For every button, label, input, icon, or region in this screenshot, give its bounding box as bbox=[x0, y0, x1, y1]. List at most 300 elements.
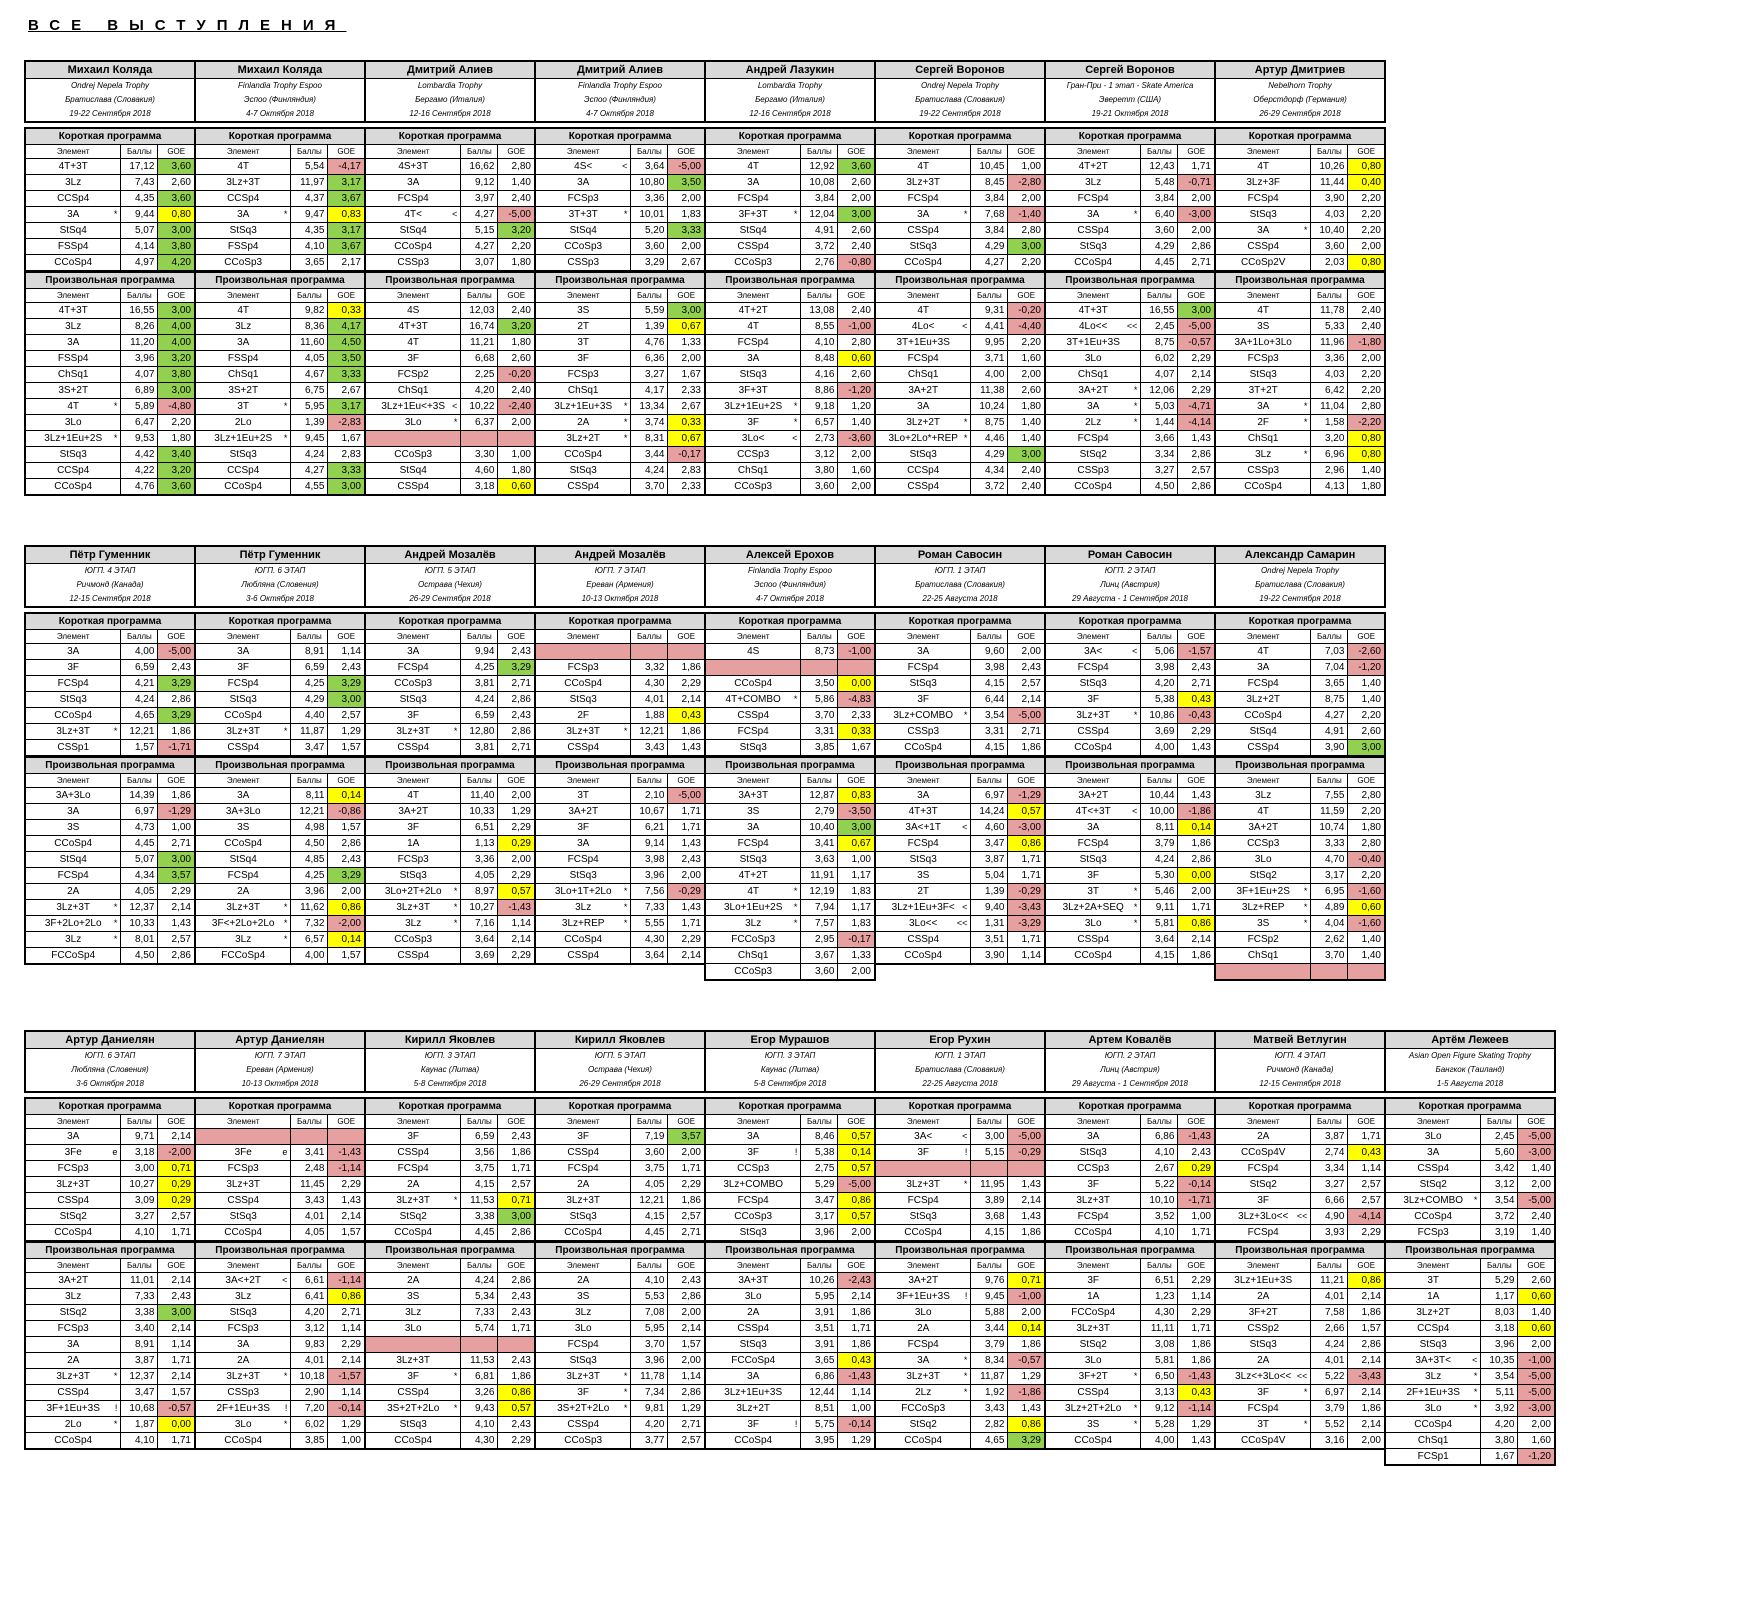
element-goe: 2,29 bbox=[668, 932, 705, 948]
element-score: 4,10 bbox=[461, 1417, 498, 1433]
element-score: 12,21 bbox=[291, 804, 328, 820]
element-score: 1,39 bbox=[631, 319, 668, 335]
element-goe: 1,80 bbox=[1348, 820, 1385, 836]
element-score: 5,22 bbox=[1311, 1369, 1348, 1385]
column-header-element: Элемент bbox=[1215, 145, 1311, 159]
element-score bbox=[971, 1161, 1008, 1177]
element-code: 3Lz+3T * bbox=[195, 724, 291, 740]
table-row bbox=[535, 175, 705, 191]
element-score: 10,35 bbox=[1481, 1353, 1518, 1369]
element-score: 4,04 bbox=[1311, 916, 1348, 932]
element-score: 2,25 bbox=[461, 367, 498, 383]
element-goe: 1,71 bbox=[1178, 1321, 1215, 1337]
element-score: 10,45 bbox=[971, 159, 1008, 175]
element-code: FCCoSp4 bbox=[705, 1353, 801, 1369]
element-goe: 1,67 bbox=[328, 431, 365, 447]
skater-name: Пётр Гуменник bbox=[195, 546, 365, 564]
element-score: 10,44 bbox=[1141, 788, 1178, 804]
element-goe: 1,14 bbox=[1178, 1289, 1215, 1305]
element-score: 4,89 bbox=[1311, 900, 1348, 916]
element-mark: * bbox=[963, 1355, 968, 1365]
element-code: StSq2 bbox=[25, 1209, 121, 1225]
element-code: 3S+2T+2Lo * bbox=[365, 1401, 461, 1417]
element-code: 3Lo bbox=[535, 1321, 631, 1337]
element-goe: 1,29 bbox=[668, 1401, 705, 1417]
element-code: 3A bbox=[875, 788, 971, 804]
table-row bbox=[535, 207, 705, 223]
table-row bbox=[25, 916, 195, 932]
element-goe: 2,00 bbox=[668, 868, 705, 884]
element-code: StSq3 bbox=[875, 447, 971, 463]
table-row bbox=[365, 724, 535, 740]
element-code: 3A bbox=[195, 788, 291, 804]
short-program-table bbox=[194, 612, 366, 757]
element-code: CCoSp4 bbox=[195, 1433, 291, 1450]
table-row bbox=[535, 447, 705, 463]
short-program-title: Короткая программа bbox=[1045, 613, 1215, 630]
element-goe bbox=[668, 644, 705, 660]
element-goe: -3,60 bbox=[838, 431, 875, 447]
element-code: StSq3 bbox=[195, 692, 291, 708]
element-mark: * bbox=[453, 918, 458, 928]
element-goe: 0,33 bbox=[838, 724, 875, 740]
table-row bbox=[705, 1273, 875, 1289]
element-goe: 3,00 bbox=[158, 383, 195, 399]
element-goe bbox=[328, 1129, 365, 1145]
element-score: 3,85 bbox=[801, 740, 838, 757]
element-goe: 3,00 bbox=[1178, 303, 1215, 319]
table-row bbox=[1045, 479, 1215, 496]
element-score: 6,44 bbox=[971, 692, 1008, 708]
event-dates: 3-6 Октября 2018 bbox=[195, 592, 365, 607]
free-program-title: Произвольная программа bbox=[1215, 757, 1385, 774]
element-score: 6,61 bbox=[291, 1273, 328, 1289]
table-row bbox=[1215, 1161, 1385, 1177]
element-goe: 3,00 bbox=[328, 692, 365, 708]
skater-name: Алексей Ерохов bbox=[705, 546, 875, 564]
table-row bbox=[1385, 1161, 1555, 1177]
element-score: 7,68 bbox=[971, 207, 1008, 223]
element-goe: 2,67 bbox=[668, 399, 705, 415]
element-goe: -0,71 bbox=[1178, 175, 1215, 191]
table-row bbox=[1215, 1417, 1385, 1433]
skater-name: Александр Самарин bbox=[1215, 546, 1385, 564]
table-row bbox=[1045, 788, 1215, 804]
element-code: 2F+1Eu+3S * bbox=[1385, 1385, 1481, 1401]
element-mark: * bbox=[453, 417, 458, 427]
element-mark: < bbox=[1132, 806, 1138, 816]
element-goe: 1,40 bbox=[1348, 932, 1385, 948]
element-code: FCSp4 bbox=[195, 868, 291, 884]
element-score: 13,34 bbox=[631, 399, 668, 415]
element-code: CCSp4 bbox=[195, 191, 291, 207]
element-goe: 1,17 bbox=[838, 900, 875, 916]
element-code: StSq3 bbox=[705, 740, 801, 757]
element-score: 11,44 bbox=[1311, 175, 1348, 191]
element-goe: 0,00 bbox=[1178, 868, 1215, 884]
element-code: StSq3 bbox=[875, 239, 971, 255]
element-goe: -4,17 bbox=[328, 159, 365, 175]
element-code: 4T bbox=[1215, 159, 1311, 175]
element-mark: * bbox=[1133, 401, 1138, 411]
column-header-score: Баллы bbox=[971, 1259, 1008, 1273]
element-code: 3S * bbox=[1215, 916, 1311, 932]
element-goe: 2,60 bbox=[1518, 1273, 1555, 1289]
column-header-element: Элемент bbox=[535, 774, 631, 788]
column-header-element: Элемент bbox=[25, 145, 121, 159]
table-row bbox=[535, 1305, 705, 1321]
element-score: 6,96 bbox=[1311, 447, 1348, 463]
table-row bbox=[1215, 383, 1385, 399]
table-row bbox=[535, 868, 705, 884]
element-score: 5,34 bbox=[461, 1289, 498, 1305]
table-row bbox=[25, 367, 195, 383]
element-code: CSSp4 bbox=[535, 1417, 631, 1433]
element-code: ChSq1 bbox=[365, 383, 461, 399]
table-row bbox=[1215, 932, 1385, 948]
element-code: FCSp4 bbox=[875, 836, 971, 852]
table-row bbox=[875, 724, 1045, 740]
element-goe: -2,60 bbox=[1348, 644, 1385, 660]
element-goe: 3,00 bbox=[328, 479, 365, 496]
short-program-table bbox=[1214, 127, 1386, 272]
element-goe: 2,86 bbox=[1348, 1337, 1385, 1353]
element-score: 3,93 bbox=[1311, 1225, 1348, 1242]
element-code: 3F ! bbox=[705, 1417, 801, 1433]
table-row bbox=[195, 676, 365, 692]
element-goe: 2,80 bbox=[1348, 399, 1385, 415]
table-row bbox=[365, 1177, 535, 1193]
element-goe: 2,43 bbox=[1008, 660, 1045, 676]
element-code: FCSp4 bbox=[875, 660, 971, 676]
element-goe: 1,33 bbox=[668, 335, 705, 351]
table-row bbox=[1215, 740, 1385, 757]
column-header-element: Элемент bbox=[1045, 145, 1141, 159]
element-code: 3F bbox=[535, 820, 631, 836]
column-header-score: Баллы bbox=[291, 145, 328, 159]
element-goe: 0,43 bbox=[1348, 1145, 1385, 1161]
table-row bbox=[535, 1401, 705, 1417]
table-row bbox=[1045, 463, 1215, 479]
element-score: 3,89 bbox=[971, 1193, 1008, 1209]
element-code: FCSp3 bbox=[535, 660, 631, 676]
element-score: 6,57 bbox=[801, 415, 838, 431]
table-row bbox=[705, 1321, 875, 1337]
element-score: 3,30 bbox=[461, 447, 498, 463]
element-goe: -4,14 bbox=[1348, 1209, 1385, 1225]
element-mark: * bbox=[113, 934, 118, 944]
short-program-table bbox=[24, 127, 196, 272]
table-row bbox=[365, 868, 535, 884]
table-row bbox=[705, 900, 875, 916]
element-score: 5,75 bbox=[801, 1417, 838, 1433]
element-score: 4,42 bbox=[121, 447, 158, 463]
column-header-goe: GOE bbox=[1008, 630, 1045, 644]
table-row bbox=[705, 319, 875, 335]
element-code: StSq4 bbox=[1215, 724, 1311, 740]
element-goe: 1,86 bbox=[498, 1369, 535, 1385]
element-code: 3A+2T bbox=[535, 804, 631, 820]
element-score: 3,69 bbox=[461, 948, 498, 965]
element-goe: 1,40 bbox=[838, 415, 875, 431]
table-row bbox=[1215, 1209, 1385, 1225]
element-score: 2,75 bbox=[801, 1161, 838, 1177]
element-goe: 3,17 bbox=[328, 175, 365, 191]
element-mark: * bbox=[283, 918, 288, 928]
element-goe: 1,83 bbox=[838, 916, 875, 932]
element-goe: 2,20 bbox=[1348, 367, 1385, 383]
element-mark: * bbox=[623, 1387, 628, 1397]
element-score: 11,96 bbox=[1311, 335, 1348, 351]
free-program-table bbox=[194, 271, 366, 496]
short-program-table bbox=[874, 1097, 1046, 1242]
column-header-element: Элемент bbox=[1215, 1259, 1311, 1273]
column-header-goe: GOE bbox=[158, 1115, 195, 1129]
element-code: 4T+3T bbox=[875, 804, 971, 820]
element-score: 10,26 bbox=[801, 1273, 838, 1289]
element-goe bbox=[498, 431, 535, 447]
element-score: 13,08 bbox=[801, 303, 838, 319]
table-row bbox=[1045, 223, 1215, 239]
element-goe: 2,14 bbox=[328, 1209, 365, 1225]
element-code: StSq3 bbox=[535, 1209, 631, 1225]
element-score: 3,17 bbox=[801, 1209, 838, 1225]
element-mark: * bbox=[1303, 1419, 1308, 1429]
element-mark: * bbox=[113, 433, 118, 443]
element-code: FCSp3 bbox=[195, 1161, 291, 1177]
table-row bbox=[1385, 1337, 1555, 1353]
element-code: 4T * bbox=[705, 884, 801, 900]
skater-header bbox=[704, 545, 876, 608]
element-goe: 0,43 bbox=[838, 1353, 875, 1369]
column-header-score: Баллы bbox=[291, 289, 328, 303]
element-goe: 2,00 bbox=[328, 884, 365, 900]
table-row bbox=[1215, 1273, 1385, 1289]
element-code: 3A bbox=[25, 335, 121, 351]
short-program-table bbox=[364, 612, 536, 757]
element-score: 3,75 bbox=[631, 1161, 668, 1177]
short-program-table bbox=[1384, 1097, 1556, 1242]
element-mark: * bbox=[623, 417, 628, 427]
column-header-goe: GOE bbox=[838, 630, 875, 644]
element-goe: -5,00 bbox=[1518, 1369, 1555, 1385]
element-code: 3A bbox=[535, 836, 631, 852]
element-code: 3A bbox=[365, 644, 461, 660]
table-row bbox=[25, 223, 195, 239]
element-score: 10,27 bbox=[461, 900, 498, 916]
column-header-score: Баллы bbox=[461, 774, 498, 788]
table-row bbox=[25, 692, 195, 708]
table-row bbox=[535, 479, 705, 496]
column-header-goe: GOE bbox=[668, 1259, 705, 1273]
element-goe: 2,14 bbox=[158, 900, 195, 916]
table-row bbox=[25, 1385, 195, 1401]
free-program-title: Произвольная программа bbox=[1045, 757, 1215, 774]
element-score: 3,79 bbox=[1311, 1401, 1348, 1417]
table-row bbox=[705, 239, 875, 255]
table-row bbox=[705, 1433, 875, 1450]
element-score: 1,39 bbox=[971, 884, 1008, 900]
element-goe: 2,33 bbox=[668, 479, 705, 496]
element-score: 1,39 bbox=[291, 415, 328, 431]
element-score: 3,29 bbox=[631, 255, 668, 272]
element-goe: 0,43 bbox=[1178, 692, 1215, 708]
element-score: 12,87 bbox=[801, 788, 838, 804]
element-score: 4,20 bbox=[461, 383, 498, 399]
table-row bbox=[195, 335, 365, 351]
element-goe: 0,83 bbox=[328, 207, 365, 223]
element-code: 3A bbox=[25, 644, 121, 660]
element-goe: -0,14 bbox=[838, 1417, 875, 1433]
element-goe: 0,67 bbox=[668, 319, 705, 335]
element-goe: 2,80 bbox=[498, 159, 535, 175]
element-mark: * bbox=[453, 726, 458, 736]
element-goe: 2,43 bbox=[498, 1129, 535, 1145]
element-score: 7,33 bbox=[121, 1289, 158, 1305]
element-score: 4,13 bbox=[1311, 479, 1348, 496]
element-score bbox=[461, 1337, 498, 1353]
element-score: 3,43 bbox=[971, 1401, 1008, 1417]
element-score: 9,94 bbox=[461, 644, 498, 660]
element-code: FCSp4 bbox=[195, 676, 291, 692]
element-goe: 2,71 bbox=[498, 676, 535, 692]
element-goe: 2,60 bbox=[838, 223, 875, 239]
short-program-table bbox=[1044, 127, 1216, 272]
event-dates: 26-29 Сентября 2018 bbox=[365, 592, 535, 607]
table-row bbox=[535, 431, 705, 447]
element-goe: 0,60 bbox=[1518, 1321, 1555, 1337]
element-code: 4T bbox=[365, 335, 461, 351]
element-code: ChSq1 bbox=[25, 367, 121, 383]
element-score: 3,81 bbox=[461, 676, 498, 692]
column-header-element: Элемент bbox=[25, 1259, 121, 1273]
element-goe: 1,80 bbox=[1008, 399, 1045, 415]
element-score: 6,42 bbox=[1311, 383, 1348, 399]
table-row bbox=[1215, 367, 1385, 383]
element-score: 3,17 bbox=[1311, 868, 1348, 884]
element-code: CSSp4 bbox=[875, 932, 971, 948]
event-location: Братислава (Словакия) bbox=[1215, 578, 1385, 592]
element-score: 11,04 bbox=[1311, 399, 1348, 415]
table-row bbox=[875, 255, 1045, 272]
table-row bbox=[1045, 1209, 1215, 1225]
column-header-element: Элемент bbox=[1045, 1115, 1141, 1129]
element-code: FCSp4 bbox=[705, 191, 801, 207]
element-goe: 2,43 bbox=[498, 1353, 535, 1369]
short-program-table bbox=[874, 612, 1046, 757]
element-code: 3Lz * bbox=[1215, 447, 1311, 463]
skater-header bbox=[364, 545, 536, 608]
free-program-title: Произвольная программа bbox=[365, 757, 535, 774]
table-row bbox=[1385, 1145, 1555, 1161]
element-score: 3,16 bbox=[1311, 1433, 1348, 1450]
element-code: FSSp4 bbox=[195, 239, 291, 255]
table-row bbox=[1215, 159, 1385, 175]
short-program-title: Короткая программа bbox=[25, 613, 195, 630]
free-program-title: Произвольная программа bbox=[875, 757, 1045, 774]
column-header-element: Элемент bbox=[1385, 1115, 1481, 1129]
free-program-title: Произвольная программа bbox=[25, 1242, 195, 1259]
free-program-title: Произвольная программа bbox=[535, 1242, 705, 1259]
element-score: 9,53 bbox=[121, 431, 158, 447]
element-goe: 2,43 bbox=[1178, 660, 1215, 676]
table-row bbox=[365, 804, 535, 820]
element-score: 3,07 bbox=[461, 255, 498, 272]
table-row bbox=[1215, 447, 1385, 463]
table-row bbox=[25, 1177, 195, 1193]
skater-header bbox=[1214, 60, 1386, 123]
column-header-goe: GOE bbox=[158, 1259, 195, 1273]
free-program-title: Произвольная программа bbox=[25, 272, 195, 289]
element-mark: * bbox=[1303, 225, 1308, 235]
free-program-table bbox=[1214, 756, 1386, 981]
element-goe: 3,60 bbox=[838, 159, 875, 175]
element-goe: 1,86 bbox=[838, 1305, 875, 1321]
table-row bbox=[705, 1401, 875, 1417]
table-row bbox=[1045, 1369, 1215, 1385]
element-code: CCSp4 bbox=[195, 463, 291, 479]
element-mark: * bbox=[283, 1371, 288, 1381]
element-code: CCoSp4 bbox=[1045, 1433, 1141, 1450]
element-code: 3S+2T+2Lo * bbox=[535, 1401, 631, 1417]
element-code: FCSp4 bbox=[25, 676, 121, 692]
element-goe: 1,40 bbox=[1518, 1225, 1555, 1242]
element-score: 3,50 bbox=[801, 676, 838, 692]
element-code: 3A bbox=[25, 1129, 121, 1145]
element-score: 3,51 bbox=[801, 1321, 838, 1337]
free-program-table bbox=[1214, 1241, 1386, 1450]
element-score: 1,67 bbox=[1481, 1449, 1518, 1466]
table-row bbox=[195, 804, 365, 820]
table-row bbox=[195, 1417, 365, 1433]
element-code: 4T bbox=[1215, 804, 1311, 820]
element-score: 16,55 bbox=[1141, 303, 1178, 319]
element-code: 3Lz bbox=[195, 1289, 291, 1305]
element-goe: 2,57 bbox=[668, 1433, 705, 1450]
column-header-score: Баллы bbox=[971, 145, 1008, 159]
short-program-table bbox=[534, 612, 706, 757]
free-program-title: Произвольная программа bbox=[25, 757, 195, 774]
element-score bbox=[461, 431, 498, 447]
element-code: CCoSp4 bbox=[705, 1433, 801, 1450]
table-row bbox=[705, 852, 875, 868]
element-score: 3,96 bbox=[631, 868, 668, 884]
element-code: 3A * bbox=[1045, 399, 1141, 415]
element-code: 3F * bbox=[365, 1369, 461, 1385]
column-header-goe: GOE bbox=[328, 630, 365, 644]
column-header-score: Баллы bbox=[291, 1259, 328, 1273]
element-code: CSSp3 bbox=[195, 1385, 291, 1401]
table-row bbox=[1045, 724, 1215, 740]
element-goe: 2,00 bbox=[1518, 1177, 1555, 1193]
element-code: 1A bbox=[1385, 1289, 1481, 1305]
element-score: 3,09 bbox=[121, 1193, 158, 1209]
element-code: 3A * bbox=[1215, 399, 1311, 415]
element-score: 8,46 bbox=[801, 1129, 838, 1145]
element-score: 4,10 bbox=[1141, 1225, 1178, 1242]
element-goe: 3,00 bbox=[668, 303, 705, 319]
element-code: 3Lo bbox=[875, 1305, 971, 1321]
element-score: 8,51 bbox=[801, 1401, 838, 1417]
element-code: 4T bbox=[365, 788, 461, 804]
table-row bbox=[25, 820, 195, 836]
element-code: CSSp4 bbox=[875, 479, 971, 496]
element-goe: -0,57 bbox=[158, 1401, 195, 1417]
element-goe: -3,00 bbox=[1518, 1145, 1555, 1161]
element-score: 2,66 bbox=[1311, 1321, 1348, 1337]
table-row bbox=[535, 1225, 705, 1242]
element-code: 3Lz+3Lo<< << bbox=[1215, 1209, 1311, 1225]
